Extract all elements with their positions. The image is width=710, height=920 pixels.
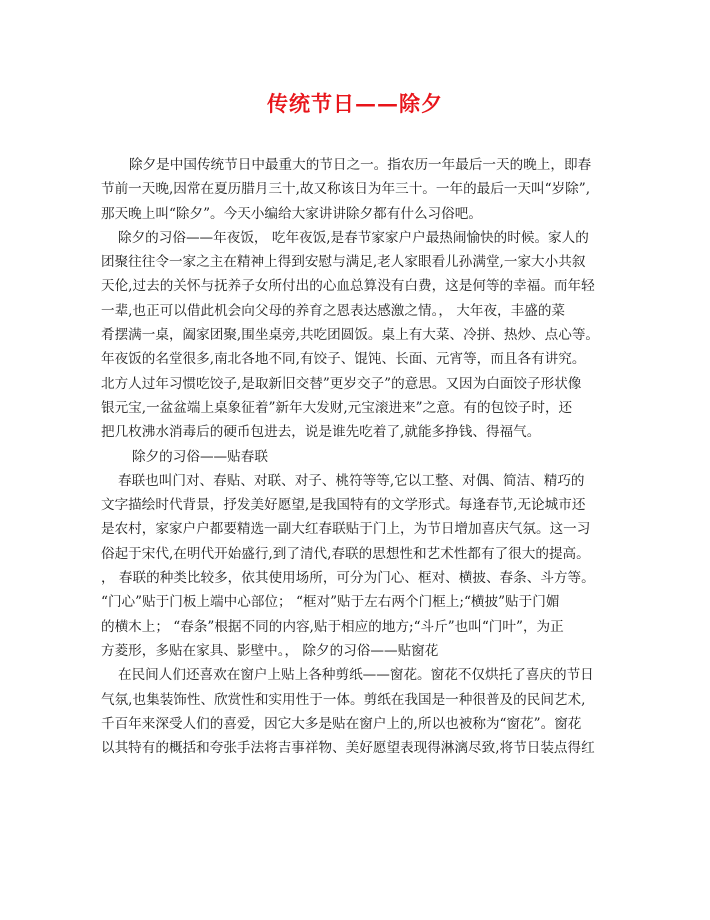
text-line: 方菱形，多贴在家具、影壁中。， 除夕的习俗——贴窗花: [101, 642, 439, 659]
document-body: [101, 153, 609, 760]
text-line: 天伦,过去的关怀与抚养子女所付出的心血总算没有白费，这是何等的幸福。而年轻: [101, 278, 595, 295]
text-line: 把几枚沸水消毒后的硬币包进去，说是谁先吃着了,就能多挣钱、得福气。: [101, 424, 541, 441]
text-line: 的横木上； “春条”根据不同的内容,贴于相应的地方;“斗斤”也叫“门叶”，为正: [101, 618, 564, 635]
text-line: 除夕是中国传统节日中最重大的节日之一。指农历一年最后一天的晚上，即春: [129, 157, 592, 173]
text-line: 是农村，家家户户都要精选一副大红春联贴于门上，为节日增加喜庆气氛。这一习: [101, 521, 591, 538]
text-line: 那天晚上叫“除夕”。今天小编给大家讲讲除夕都有什么习俗吧。: [101, 205, 482, 222]
text-line: 除夕的习俗——年夜饭， 吃年夜饭,是春节家家户户最热闹愉快的时候。家人的: [118, 229, 589, 246]
text-line: “门心”贴于门板上端中心部位； “框对”贴于左右两个门框上;“横披”贴于门媚: [101, 594, 560, 611]
text-line: 节前一天晚,因常在夏历腊月三十,故又称该日为年三十。一年的最后一天叫“岁除”,: [101, 181, 591, 198]
section-heading: 除夕的习俗——贴春联: [132, 448, 268, 465]
text-line: 北方人过年习惯吃饺子,是取新旧交替”更岁交子”的意思。又因为白面饺子形状像: [101, 375, 582, 392]
text-line: 银元宝,一盆盆端上桌象征着”新年大发财,元宝滚进来”之意。有的包饺子时，还: [101, 399, 573, 416]
text-line: 肴摆满一桌，阖家团聚,围坐桌旁,共吃团圆饭。桌上有大菜、冷拼、热炒、点心等。: [101, 327, 600, 344]
text-line: 在民间人们还喜欢在窗户上贴上各种剪纸——窗花。窗花不仅烘托了喜庆的节日: [118, 667, 594, 684]
text-line: 以其特有的概括和夸张手法将吉事祥物、美好愿望表现得淋漓尽致,将节日装点得红: [101, 740, 595, 757]
text-line: 年夜饭的名堂很多,南北各地不同,有饺子、馄饨、长面、元宵等，而且各有讲究。: [101, 351, 586, 368]
text-line: 一辈,也正可以借此机会向父母的养育之恩表达感激之情。， 大年夜，丰盛的菜: [101, 302, 566, 319]
text-line: 春联也叫门对、春贴、对联、对子、桃符等等,它以工整、对偶、简洁、精巧的: [118, 472, 585, 489]
text-line: 千百年来深受人们的喜爱，因它大多是贴在窗户上的,所以也被称为“窗花”。窗花: [101, 715, 582, 732]
text-line: 团聚往往令一家之主在精神上得到安慰与满足,老人家眼看儿孙满堂,一家大小共叙: [101, 254, 586, 271]
text-line: 气氛,也集装饰性、欣赏性和实用性于一体。剪纸在我国是一种很普及的民间艺术,: [101, 691, 586, 708]
document-title: 传统节日——除夕: [267, 91, 443, 116]
text-line: 俗起于宋代,在明代开始盛行,到了清代,春联的思想性和艺术性都有了很大的提高。: [101, 545, 590, 562]
text-line: ， 春联的种类比较多，依其使用场所，可分为门心、框对、横披、春条、斗方等。: [101, 570, 595, 587]
text-line: 文字描绘时代背景，抒发美好愿望,是我国特有的文学形式。每逢春节,无论城市还: [101, 497, 586, 514]
